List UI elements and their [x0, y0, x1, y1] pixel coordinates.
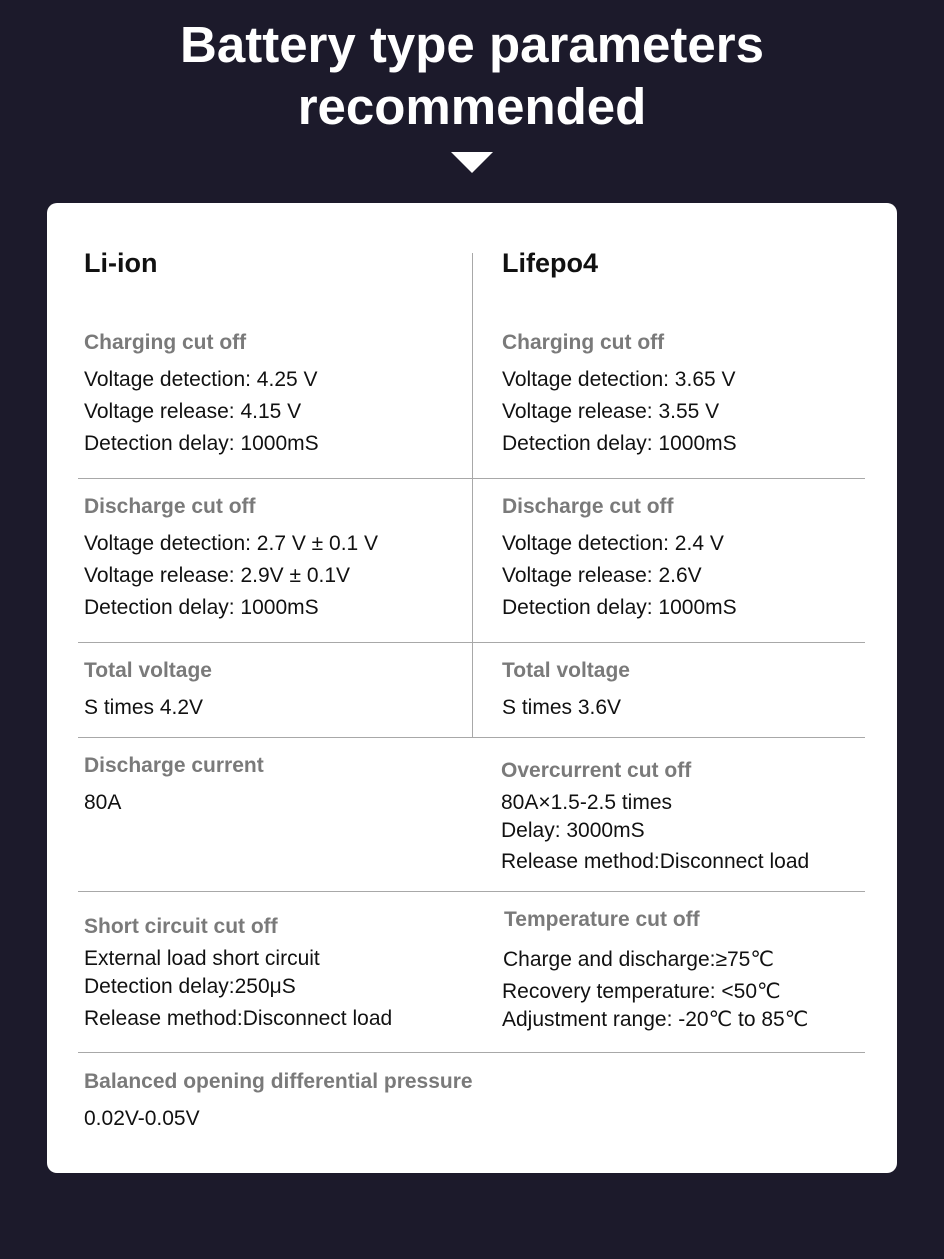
short-circuit-line: Release method:Disconnect load: [84, 1007, 393, 1030]
lifepo4-charging-heading: Charging cut off: [502, 331, 665, 354]
li-ion-charging-line: Voltage detection: 4.25 V: [84, 368, 318, 391]
lifepo4-discharge-heading: Discharge cut off: [502, 495, 674, 518]
divider: [78, 642, 865, 643]
li-ion-charging-line: Detection delay: 1000mS: [84, 432, 319, 455]
short-circuit-line: External load short circuit: [84, 947, 320, 970]
divider: [78, 891, 865, 892]
lifepo4-total-heading: Total voltage: [502, 659, 630, 682]
title-line-1: Battery type parameters: [180, 16, 764, 73]
li-ion-charging-heading: Charging cut off: [84, 331, 247, 354]
overcurrent-line: Delay: 3000mS: [501, 819, 645, 842]
page-title: [0, 14, 944, 138]
short-circuit-line: Detection delay:250μS: [84, 975, 296, 998]
li-ion-discharge-line: Detection delay: 1000mS: [84, 596, 319, 619]
column-divider: [472, 253, 473, 737]
li-ion-total-heading: Total voltage: [84, 659, 212, 682]
discharge-current-heading: Discharge current: [84, 754, 264, 777]
overcurrent-heading: Overcurrent cut off: [501, 759, 692, 782]
short-circuit-heading: Short circuit cut off: [84, 915, 278, 938]
li-ion-total-line: S times 4.2V: [84, 696, 204, 719]
li-ion-header: Li-ion: [84, 248, 158, 278]
overcurrent-line: 80A×1.5-2.5 times: [501, 791, 673, 814]
parameters-card: [47, 203, 897, 1173]
temperature-line: Adjustment range: -20℃ to 85℃: [502, 1008, 809, 1031]
lifepo4-header: Lifepo4: [502, 248, 599, 278]
lifepo4-total-line: S times 3.6V: [502, 696, 622, 719]
discharge-current-line: 80A: [84, 791, 122, 814]
lifepo4-discharge-line: Detection delay: 1000mS: [502, 596, 737, 619]
divider: [78, 478, 865, 479]
lifepo4-charging-line: Voltage release: 3.55 V: [502, 400, 720, 423]
li-ion-discharge-line: Voltage detection: 2.7 V ± 0.1 V: [84, 532, 379, 555]
overcurrent-line: Release method:Disconnect load: [501, 850, 810, 873]
lifepo4-discharge-line: Voltage release: 2.6V: [502, 564, 702, 587]
down-arrow-icon: [451, 152, 493, 173]
li-ion-discharge-heading: Discharge cut off: [84, 495, 256, 518]
lifepo4-discharge-line: Voltage detection: 2.4 V: [502, 532, 724, 555]
li-ion-charging-line: Voltage release: 4.15 V: [84, 400, 302, 423]
lifepo4-charging-line: Detection delay: 1000mS: [502, 432, 737, 455]
lifepo4-charging-line: Voltage detection: 3.65 V: [502, 368, 736, 391]
title-line-2: recommended: [297, 78, 647, 135]
temperature-line: Charge and discharge:≥75℃: [503, 948, 774, 971]
divider: [78, 737, 865, 738]
li-ion-discharge-line: Voltage release: 2.9V ± 0.1V: [84, 564, 351, 587]
divider: [78, 1052, 865, 1053]
balanced-heading: Balanced opening differential pressure: [84, 1070, 473, 1093]
balanced-line: 0.02V-0.05V: [84, 1107, 200, 1130]
temperature-heading: Temperature cut off: [504, 908, 700, 931]
temperature-line: Recovery temperature: <50℃: [502, 980, 781, 1003]
